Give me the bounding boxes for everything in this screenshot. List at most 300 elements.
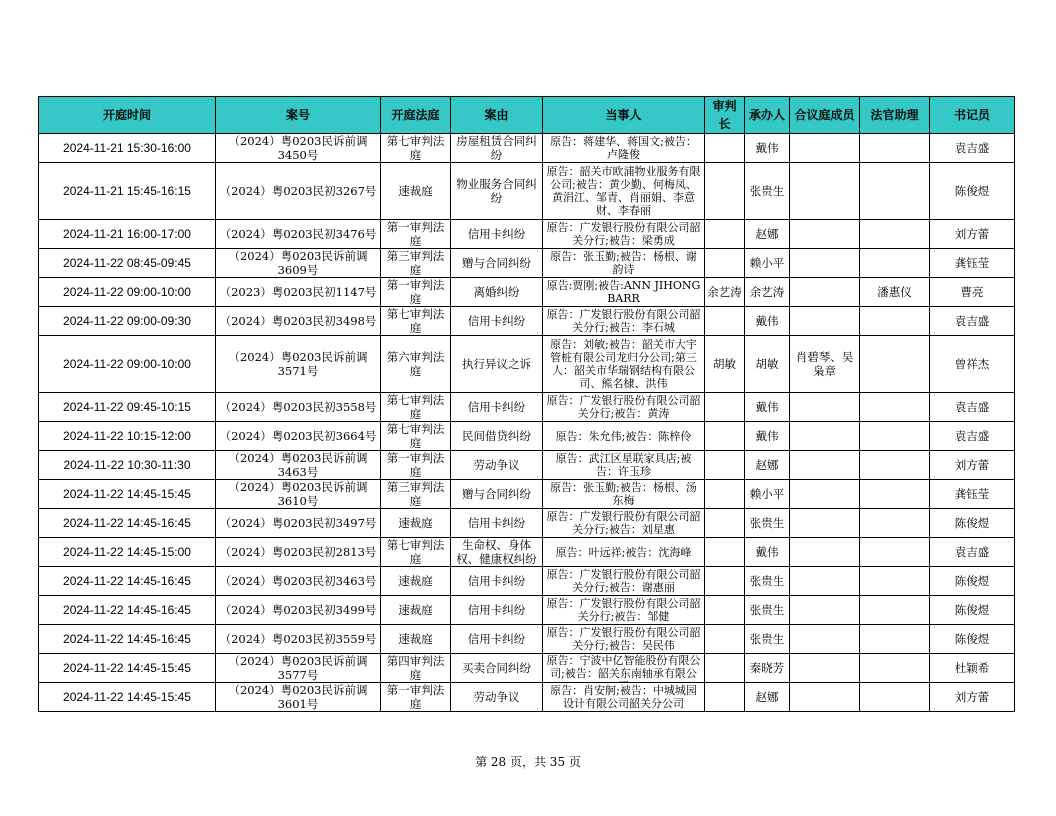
parties-text: 原告：朱允伟;被告：陈梓伶 [555,429,692,443]
case-cause-cell [451,307,543,336]
handling-judge-cell [745,134,790,163]
courtroom-text: 第一审判法庭 [386,220,445,248]
parties-cell [543,393,705,422]
case-number-text: （2024）粤0203民诉前调3609号 [228,249,368,277]
case-number-text: （2024）粤0203民诉前调3463号 [228,451,368,479]
presiding-judge-text: 胡敏 [713,357,736,371]
parties-cell [543,480,705,509]
courtroom-cell [381,163,451,220]
judge-assistant-cell [860,249,930,278]
parties-text: 原告：宁波中亿智能股份有限公司;被告：韶关东南轴承有限公 [546,654,701,680]
column-handler-header: 承办人 [745,97,790,134]
case-number-text: （2024）粤0203民诉前调3610号 [228,480,368,508]
clerk-cell [930,249,1015,278]
panel-members-cell [790,567,860,596]
case-number-cell [216,683,381,712]
case-number-text: （2024）粤0203民初3476号 [219,227,377,241]
case-cause-text: 信用卡纠纷 [467,227,526,241]
parties-text: 原告：肖安舸;被告：中城城园设计有限公司韶关分公司 [550,684,697,710]
parties-cell [543,307,705,336]
judge-assistant-cell [860,393,930,422]
case-number-text: （2024）粤0203民诉前调3450号 [228,134,368,162]
handling-judge-text: 赖小平 [749,487,785,501]
case-number-text: （2024）粤0203民初3664号 [219,429,377,443]
case-cause-cell [451,625,543,654]
hearing-time-text: 2024-11-22 09:00-10:00 [63,285,191,299]
judge-assistant-cell [860,336,930,393]
courtroom-text: 第七审判法庭 [386,393,445,421]
judge-assistant-cell [860,278,930,307]
case-cause-text: 买卖合同纠纷 [462,661,531,675]
hearing-time-text: 2024-11-22 14:45-16:45 [63,574,191,588]
parties-cell [543,683,705,712]
handling-judge-text: 赵娜 [755,227,779,241]
handling-judge-text: 张贵生 [749,632,785,646]
handling-judge-text: 赵娜 [755,458,779,472]
handling-judge-text: 胡敏 [755,357,779,371]
panel-members-cell [790,163,860,220]
courtroom-cell [381,509,451,538]
judge-assistant-cell [860,625,930,654]
judge-assistant-cell [860,567,930,596]
handling-judge-cell [745,509,790,538]
case-cause-text: 生命权、身体权、健康权纠纷 [456,538,537,566]
case-cause-text: 赠与合同纠纷 [462,487,531,501]
handling-judge-cell [745,567,790,596]
hearing-time-cell [39,596,216,625]
judge-assistant-cell [860,422,930,451]
handling-judge-text: 张贵生 [749,184,785,198]
courtroom-cell [381,567,451,596]
handling-judge-text: 张贵生 [749,603,785,617]
courtroom-text: 第七审判法庭 [386,307,445,335]
courtroom-text: 速裁庭 [398,516,433,530]
case-number-text: （2024）粤0203民诉前调3601号 [228,683,368,711]
parties-text: 原告：蒋建华、蒋国文;被告：卢隆俊 [550,135,697,161]
table-row [39,336,1015,393]
case-cause-text: 赠与合同纠纷 [462,256,531,270]
column-panel-header: 合议庭成员 [790,97,860,134]
panel-members-text: 肖碧琴、吴枭章 [795,350,854,378]
presiding-judge-cell [705,625,745,654]
judge-assistant-cell [860,480,930,509]
handling-judge-cell [745,451,790,480]
clerk-text: 龚钰莹 [954,487,990,501]
handling-judge-text: 戴伟 [755,429,779,443]
table-row [39,625,1015,654]
handling-judge-text: 秦晓芳 [749,661,785,675]
case-cause-text: 信用卡纠纷 [467,314,526,328]
handling-judge-cell [745,480,790,509]
courtroom-cell [381,336,451,393]
judge-assistant-cell [860,538,930,567]
case-cause-text: 信用卡纠纷 [467,632,526,646]
clerk-cell [930,509,1015,538]
table-row [39,134,1015,163]
courtroom-cell [381,480,451,509]
case-cause-text: 劳动争议 [473,458,520,472]
clerk-text: 曹亮 [960,285,984,299]
table-body [39,134,1015,712]
hearing-time-text: 2024-11-22 08:45-09:45 [63,256,191,270]
clerk-text: 陈俊煜 [954,574,990,588]
case-number-cell [216,625,381,654]
parties-text: 原告：广发银行股份有限公司韶关分行;被告：刘星惠 [546,510,701,536]
courtroom-text: 第七审判法庭 [386,134,445,162]
parties-text: 原告：张玉勤;被告：杨根、谢韵诗 [550,250,697,276]
handling-judge-text: 戴伟 [755,314,779,328]
case-cause-text: 执行异议之诉 [462,357,531,371]
case-number-text: （2024）粤0203民初3497号 [219,516,377,530]
case-number-cell [216,393,381,422]
case-number-text: （2024）粤0203民初3558号 [219,400,377,414]
table-row [39,596,1015,625]
handling-judge-cell [745,393,790,422]
courtroom-text: 速裁庭 [398,574,433,588]
judge-assistant-cell [860,134,930,163]
hearing-time-text: 2024-11-22 10:30-11:30 [63,458,191,472]
courtroom-cell [381,220,451,249]
case-number-text: （2024）粤0203民初3267号 [219,184,377,198]
case-cause-cell [451,163,543,220]
clerk-text: 袁吉盛 [954,314,990,328]
clerk-cell [930,480,1015,509]
case-number-cell [216,220,381,249]
presiding-judge-cell [705,538,745,567]
panel-members-cell [790,538,860,567]
panel-members-cell [790,596,860,625]
courtroom-cell [381,393,451,422]
handling-judge-cell [745,654,790,683]
panel-members-cell [790,509,860,538]
handling-judge-text: 戴伟 [755,545,779,559]
case-number-text: （2024）粤0203民初3463号 [219,574,377,588]
hearing-time-text: 2024-11-22 09:00-10:00 [63,357,191,371]
case-number-cell [216,509,381,538]
panel-members-cell [790,278,860,307]
case-cause-cell [451,278,543,307]
clerk-cell [930,596,1015,625]
column-time-header: 开庭时间 [39,97,216,134]
parties-text: 原告：广发银行股份有限公司韶关分行;被告：黄涛 [546,394,701,420]
hearing-time-cell [39,480,216,509]
presiding-judge-cell [705,163,745,220]
case-number-cell [216,134,381,163]
presiding-judge-cell [705,134,745,163]
column-assistant-header: 法官助理 [860,97,930,134]
hearing-time-cell [39,134,216,163]
courtroom-text: 第一审判法庭 [386,278,445,306]
parties-cell [543,249,705,278]
handling-judge-text: 戴伟 [755,141,779,155]
clerk-cell [930,683,1015,712]
courtroom-text: 第三审判法庭 [386,249,445,277]
clerk-text: 刘方蕾 [954,458,990,472]
table-header-row [39,97,1015,134]
case-number-text: （2024）粤0203民诉前调3577号 [228,654,368,682]
judge-assistant-cell [860,509,930,538]
panel-members-cell [790,422,860,451]
panel-members-cell [790,336,860,393]
case-number-text: （2023）粤0203民初1147号 [219,285,377,299]
column-court-header: 开庭法庭 [381,97,451,134]
judge-assistant-cell [860,307,930,336]
parties-cell [543,625,705,654]
table-row [39,654,1015,683]
hearing-time-cell [39,451,216,480]
presiding-judge-cell [705,220,745,249]
table-row [39,307,1015,336]
table-row [39,163,1015,220]
case-number-cell [216,567,381,596]
presiding-judge-cell [705,509,745,538]
parties-text: 原告：广发银行股份有限公司韶关分行;被告：梁勇成 [546,221,701,247]
hearing-time-text: 2024-11-22 14:45-15:45 [63,487,191,501]
handling-judge-cell [745,336,790,393]
parties-cell [543,596,705,625]
presiding-judge-cell [705,683,745,712]
clerk-cell [930,220,1015,249]
presiding-judge-cell [705,596,745,625]
table-row [39,683,1015,712]
hearing-time-cell [39,278,216,307]
presiding-judge-cell [705,307,745,336]
hearing-time-cell [39,220,216,249]
column-case-no-header: 案号 [216,97,381,134]
courtroom-text: 第七审判法庭 [386,422,445,450]
clerk-text: 袁吉盛 [954,545,990,559]
parties-cell [543,163,705,220]
judge-assistant-cell [860,683,930,712]
case-cause-cell [451,683,543,712]
case-number-cell [216,336,381,393]
hearing-time-text: 2024-11-22 14:45-15:45 [63,661,191,675]
handling-judge-cell [745,220,790,249]
courtroom-cell [381,422,451,451]
handling-judge-cell [745,625,790,654]
hearing-time-cell [39,538,216,567]
case-number-text: （2024）粤0203民初2813号 [219,545,377,559]
courtroom-text: 第一审判法庭 [386,451,445,479]
case-cause-cell [451,596,543,625]
judge-assistant-cell [860,451,930,480]
hearing-time-text: 2024-11-22 14:45-16:45 [63,632,191,646]
hearing-time-text: 2024-11-22 14:45-15:45 [63,690,191,704]
hearing-time-cell [39,625,216,654]
case-number-cell [216,654,381,683]
handling-judge-text: 余艺涛 [749,285,785,299]
handling-judge-text: 张贵生 [749,574,785,588]
panel-members-cell [790,220,860,249]
courtroom-cell [381,625,451,654]
case-cause-cell [451,336,543,393]
table-row [39,393,1015,422]
clerk-cell [930,393,1015,422]
table-row [39,220,1015,249]
case-cause-text: 物业服务合同纠纷 [456,177,537,205]
hearing-time-cell [39,163,216,220]
clerk-cell [930,163,1015,220]
case-cause-cell [451,480,543,509]
presiding-judge-cell [705,336,745,393]
parties-text: 原告：叶远祥;被告：沈海峰 [555,545,692,559]
hearing-time-cell [39,654,216,683]
case-number-cell [216,538,381,567]
table-row [39,538,1015,567]
parties-text: 原告：武江区星联家具店;被告：许玉珍 [555,452,692,478]
case-cause-cell [451,654,543,683]
case-number-cell [216,596,381,625]
hearing-time-cell [39,567,216,596]
parties-cell [543,567,705,596]
hearing-time-cell [39,336,216,393]
handling-judge-text: 赖小平 [749,256,785,270]
clerk-cell [930,134,1015,163]
judge-assistant-cell [860,220,930,249]
clerk-text: 陈俊煜 [954,603,990,617]
parties-text: 原告：广发银行股份有限公司韶关分行;被告：吴民伟 [546,626,701,652]
parties-text: 原告：广发银行股份有限公司韶关分行;被告：谢惠丽 [546,568,701,594]
courtroom-cell [381,307,451,336]
parties-text: 原告：广发银行股份有限公司韶关分行;被告：李石城 [546,308,701,334]
parties-text: 原告：广发银行股份有限公司韶关分行;被告：邹健 [546,597,701,623]
courtroom-text: 速裁庭 [398,603,433,617]
presiding-judge-cell [705,422,745,451]
case-number-cell [216,307,381,336]
handling-judge-cell [745,422,790,451]
parties-text: 原告：刘敏;被告：韶关市大宇管桩有限公司龙归分公司;第三人：韶关市华瑞钢结构有限公司、熊名棣、洪伟 [550,338,697,390]
clerk-text: 袁吉盛 [954,429,990,443]
hearing-time-text: 2024-11-22 14:45-15:00 [63,545,191,559]
case-cause-cell [451,422,543,451]
presiding-judge-cell [705,654,745,683]
case-number-text: （2024）粤0203民初3559号 [219,632,377,646]
parties-text: 原告：韶关市欧浦物业服务有限公司;被告：黄少勤、何梅凤、黄涓江、邹青、肖丽娟、李意财、李春丽 [546,165,701,217]
courtroom-text: 速裁庭 [398,632,433,646]
panel-members-cell [790,134,860,163]
case-number-cell [216,249,381,278]
judge-assistant-cell [860,596,930,625]
table-row [39,451,1015,480]
case-number-text: （2024）粤0203民诉前调3571号 [228,350,368,378]
case-cause-text: 离婚纠纷 [473,285,520,299]
hearing-time-cell [39,393,216,422]
handling-judge-text: 张贵生 [749,516,785,530]
case-number-cell [216,278,381,307]
parties-cell [543,134,705,163]
handling-judge-text: 赵娜 [755,690,779,704]
case-cause-text: 信用卡纠纷 [467,574,526,588]
case-cause-cell [451,509,543,538]
parties-cell [543,422,705,451]
case-number-cell [216,451,381,480]
handling-judge-cell [745,307,790,336]
judge-assistant-cell [860,163,930,220]
case-cause-cell [451,538,543,567]
hearing-time-text: 2024-11-21 16:00-17:00 [63,227,191,241]
parties-cell [543,336,705,393]
table-row [39,480,1015,509]
parties-cell [543,509,705,538]
clerk-text: 曾祥杰 [954,357,990,371]
presiding-judge-cell [705,278,745,307]
hearing-time-cell [39,509,216,538]
clerk-text: 陈俊煜 [954,632,990,646]
parties-text: 原告：张玉勤;被告：杨根、汤东梅 [550,481,697,507]
panel-members-cell [790,654,860,683]
hearing-time-cell [39,249,216,278]
hearing-time-cell [39,307,216,336]
clerk-text: 袁吉盛 [954,141,990,155]
column-cause-header: 案由 [451,97,543,134]
parties-cell [543,451,705,480]
clerk-cell [930,654,1015,683]
case-cause-text: 民间借贷纠纷 [462,429,531,443]
column-clerk-header: 书记员 [930,97,1015,134]
courtroom-cell [381,654,451,683]
courtroom-text: 第四审判法庭 [386,654,445,682]
column-presiding-header: 审判长 [705,97,745,134]
clerk-text: 陈俊煜 [954,184,990,198]
parties-text: 原告:贾刚;被告:ANN JIHONG BARR [546,279,701,305]
courtroom-text: 速裁庭 [398,184,433,198]
judge-assistant-text: 潘惠仪 [877,285,912,299]
clerk-cell [930,422,1015,451]
panel-members-cell [790,451,860,480]
parties-cell [543,278,705,307]
case-number-text: （2024）粤0203民初3498号 [219,314,377,328]
parties-cell [543,220,705,249]
hearing-time-text: 2024-11-22 09:45-10:15 [63,400,191,414]
hearing-time-text: 2024-11-22 14:45-16:45 [63,603,191,617]
presiding-judge-cell [705,451,745,480]
clerk-text: 刘方蕾 [954,690,990,704]
courtroom-cell [381,538,451,567]
handling-judge-cell [745,278,790,307]
clerk-text: 陈俊煜 [954,516,990,530]
hearing-time-cell [39,683,216,712]
table-row [39,567,1015,596]
hearing-time-text: 2024-11-21 15:45-16:15 [63,184,191,198]
table-row [39,422,1015,451]
column-parties-header: 当事人 [543,97,705,134]
courtroom-cell [381,596,451,625]
case-cause-cell [451,567,543,596]
hearing-time-text: 2024-11-22 09:00-09:30 [63,314,191,328]
panel-members-cell [790,683,860,712]
courtroom-cell [381,249,451,278]
case-number-cell [216,163,381,220]
clerk-cell [930,538,1015,567]
courtroom-cell [381,683,451,712]
clerk-text: 刘方蕾 [954,227,990,241]
table-row [39,249,1015,278]
courtroom-text: 第六审判法庭 [386,350,445,378]
case-number-cell [216,422,381,451]
courtroom-cell [381,278,451,307]
case-cause-cell [451,134,543,163]
judge-assistant-cell [860,654,930,683]
handling-judge-text: 戴伟 [755,400,779,414]
courtroom-text: 第七审判法庭 [386,538,445,566]
panel-members-cell [790,480,860,509]
case-number-cell [216,480,381,509]
clerk-cell [930,278,1015,307]
handling-judge-cell [745,163,790,220]
courtroom-text: 第三审判法庭 [386,480,445,508]
case-cause-text: 房屋租赁合同纠纷 [456,134,537,162]
case-cause-text: 信用卡纠纷 [467,400,526,414]
